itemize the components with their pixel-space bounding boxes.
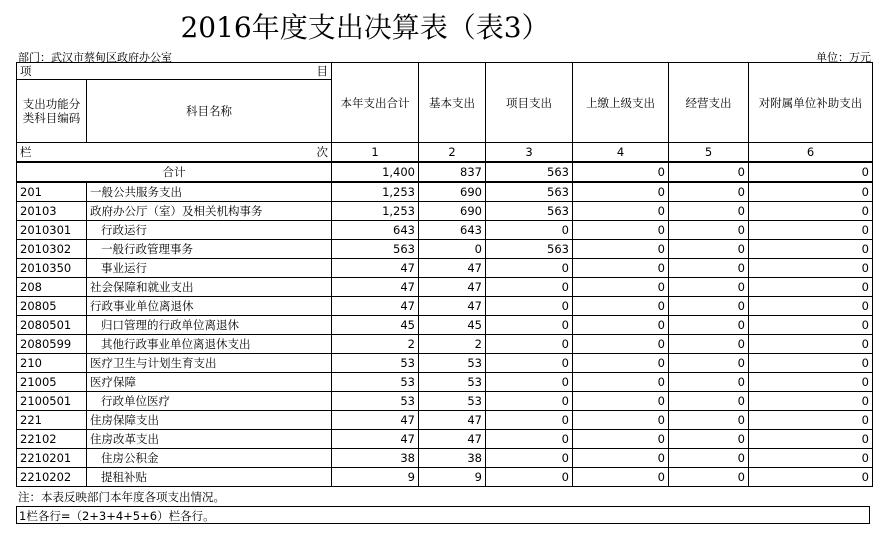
row-value: 47 (332, 297, 419, 316)
row-code: 208 (17, 278, 87, 297)
table-row (17, 430, 873, 449)
department-label: 部门：武汉市蔡甸区政府办公室 (18, 51, 172, 64)
unit-label: 单位：万元 (816, 51, 871, 64)
row-name: 住房改革支出 (87, 430, 332, 449)
row-code: 2210201 (17, 449, 87, 468)
row-value: 0 (573, 297, 669, 316)
row-value: 9 (332, 468, 419, 487)
expenditure-table (16, 62, 873, 487)
table-row (17, 335, 873, 354)
lan-header-cell (17, 143, 332, 163)
row-value: 0 (749, 468, 873, 487)
row-value: 0 (573, 449, 669, 468)
row-name: 医疗卫生与计划生育支出 (87, 354, 332, 373)
col-number: 5 (669, 143, 749, 163)
row-value: 0 (669, 278, 749, 297)
table-row (17, 240, 873, 259)
row-value: 47 (332, 430, 419, 449)
row-value: 53 (332, 354, 419, 373)
row-value: 690 (419, 202, 486, 221)
row-value: 0 (486, 297, 573, 316)
row-value: 563 (486, 240, 573, 259)
row-name: 提租补贴 (87, 468, 332, 487)
row-value: 38 (419, 449, 486, 468)
row-code: 221 (17, 411, 87, 430)
row-value: 47 (419, 411, 486, 430)
row-value: 47 (419, 278, 486, 297)
name-column-header: 科目名称 (87, 80, 332, 143)
row-value: 0 (669, 430, 749, 449)
table-row (17, 449, 873, 468)
col-header-project: 项目支出 (486, 63, 573, 143)
row-name: 一般公共服务支出 (87, 182, 332, 202)
col-number: 2 (419, 143, 486, 163)
row-value: 563 (486, 182, 573, 202)
table-row (17, 468, 873, 487)
row-value: 0 (669, 411, 749, 430)
row-value: 0 (749, 240, 873, 259)
table-row (17, 354, 873, 373)
row-name: 社会保障和就业支出 (87, 278, 332, 297)
row-value: 0 (749, 278, 873, 297)
row-value: 0 (573, 240, 669, 259)
col-number: 3 (486, 143, 573, 163)
row-name: 政府办公厅（室）及相关机构事务 (87, 202, 332, 221)
row-value: 45 (332, 316, 419, 335)
row-value: 0 (749, 182, 873, 202)
row-value: 0 (573, 373, 669, 392)
row-code: 2010301 (17, 221, 87, 240)
row-value: 2 (419, 335, 486, 354)
row-value: 9 (419, 468, 486, 487)
row-code: 201 (17, 182, 87, 202)
table-row (17, 297, 873, 316)
table-note: 注：本表反映部门本年度各项支出情况。 (18, 490, 225, 504)
table-row (17, 259, 873, 278)
row-value: 0 (749, 221, 873, 240)
row-code: 2080501 (17, 316, 87, 335)
row-value: 0 (669, 316, 749, 335)
row-value: 0 (573, 259, 669, 278)
total-value: 563 (486, 162, 573, 182)
lan-right-label: 次 (316, 145, 328, 159)
row-name: 行政单位医疗 (87, 392, 332, 411)
table-row (17, 182, 873, 202)
row-value: 0 (573, 392, 669, 411)
code-column-header: 支出功能分类科目编码 (17, 80, 87, 143)
total-value: 0 (573, 162, 669, 182)
row-value: 1,253 (332, 182, 419, 202)
total-value: 0 (669, 162, 749, 182)
row-value: 0 (573, 430, 669, 449)
row-value: 0 (669, 297, 749, 316)
row-name: 住房保障支出 (87, 411, 332, 430)
row-name: 医疗保障 (87, 373, 332, 392)
lan-left-label: 栏 (20, 145, 32, 159)
row-value: 0 (486, 278, 573, 297)
total-row (17, 162, 873, 182)
total-value: 1,400 (332, 162, 419, 182)
row-value: 0 (486, 468, 573, 487)
row-value: 0 (669, 202, 749, 221)
col-header-business: 经营支出 (669, 63, 749, 143)
row-value: 53 (332, 392, 419, 411)
row-value: 0 (669, 182, 749, 202)
row-value: 690 (419, 182, 486, 202)
row-value: 0 (573, 468, 669, 487)
row-name: 其他行政事业单位离退休支出 (87, 335, 332, 354)
item-left-label: 项 (20, 64, 32, 78)
col-number: 6 (749, 143, 873, 163)
row-value: 0 (749, 430, 873, 449)
row-value: 47 (419, 297, 486, 316)
row-name: 归口管理的行政单位离退休 (87, 316, 332, 335)
row-value: 0 (749, 202, 873, 221)
row-code: 2080599 (17, 335, 87, 354)
row-value: 0 (486, 373, 573, 392)
row-value: 0 (669, 373, 749, 392)
row-value: 643 (419, 221, 486, 240)
row-value: 53 (419, 373, 486, 392)
row-value: 38 (332, 449, 419, 468)
row-value: 0 (573, 354, 669, 373)
col-header-remit: 上缴上级支出 (573, 63, 669, 143)
table-row (17, 221, 873, 240)
page-title: 2016年度支出决算表（表3） (180, 11, 550, 44)
row-value: 0 (486, 411, 573, 430)
row-value: 47 (332, 259, 419, 278)
row-value: 45 (419, 316, 486, 335)
row-value: 47 (332, 278, 419, 297)
row-value: 47 (419, 430, 486, 449)
row-value: 0 (749, 411, 873, 430)
row-value: 0 (486, 335, 573, 354)
row-value: 0 (669, 259, 749, 278)
row-code: 2010302 (17, 240, 87, 259)
row-code: 210 (17, 354, 87, 373)
row-value: 0 (749, 449, 873, 468)
row-value: 0 (573, 221, 669, 240)
row-value: 0 (573, 202, 669, 221)
row-value: 53 (419, 392, 486, 411)
row-code: 21005 (17, 373, 87, 392)
row-value: 0 (573, 182, 669, 202)
row-value: 0 (573, 316, 669, 335)
row-name: 行政事业单位离退休 (87, 297, 332, 316)
row-value: 0 (573, 335, 669, 354)
row-value: 0 (749, 392, 873, 411)
row-value: 0 (486, 354, 573, 373)
total-value: 837 (419, 162, 486, 182)
total-label: 合计 (17, 162, 332, 182)
row-value: 0 (749, 297, 873, 316)
row-value: 0 (749, 316, 873, 335)
row-value: 0 (573, 411, 669, 430)
row-value: 2 (332, 335, 419, 354)
row-value: 0 (486, 430, 573, 449)
row-value: 563 (332, 240, 419, 259)
row-code: 20103 (17, 202, 87, 221)
row-code: 2100501 (17, 392, 87, 411)
row-code: 22102 (17, 430, 87, 449)
row-value: 0 (669, 468, 749, 487)
row-value: 0 (486, 392, 573, 411)
row-value: 47 (332, 411, 419, 430)
row-value: 0 (486, 316, 573, 335)
row-value: 0 (669, 392, 749, 411)
table-row (17, 316, 873, 335)
row-value: 0 (486, 221, 573, 240)
col-number: 4 (573, 143, 669, 163)
row-value: 0 (573, 278, 669, 297)
row-value: 643 (332, 221, 419, 240)
row-value: 0 (749, 259, 873, 278)
item-right-label: 目 (316, 64, 328, 78)
col-header-total: 本年支出合计 (332, 63, 419, 143)
item-header-cell (17, 63, 332, 80)
row-name: 事业运行 (87, 259, 332, 278)
row-value: 1,253 (332, 202, 419, 221)
row-value: 0 (749, 354, 873, 373)
row-value: 0 (669, 240, 749, 259)
row-value: 0 (669, 221, 749, 240)
row-value: 53 (419, 354, 486, 373)
table-row (17, 278, 873, 297)
row-code: 2010350 (17, 259, 87, 278)
formula-note: 1栏各行=（2+3+4+5+6）栏各行。 (16, 506, 870, 524)
table-row (17, 392, 873, 411)
row-value: 0 (669, 449, 749, 468)
row-name: 行政运行 (87, 221, 332, 240)
table-row (17, 411, 873, 430)
row-value: 47 (419, 259, 486, 278)
row-value: 0 (749, 373, 873, 392)
col-header-basic: 基本支出 (419, 63, 486, 143)
row-code: 20805 (17, 297, 87, 316)
row-value: 0 (669, 354, 749, 373)
table-row (17, 373, 873, 392)
col-header-subsidy: 对附属单位补助支出 (749, 63, 873, 143)
row-value: 0 (486, 449, 573, 468)
row-code: 2210202 (17, 468, 87, 487)
row-value: 0 (749, 335, 873, 354)
row-name: 住房公积金 (87, 449, 332, 468)
row-name: 一般行政管理事务 (87, 240, 332, 259)
row-value: 0 (669, 335, 749, 354)
row-value: 0 (419, 240, 486, 259)
table-row (17, 202, 873, 221)
row-value: 53 (332, 373, 419, 392)
row-value: 563 (486, 202, 573, 221)
col-number: 1 (332, 143, 419, 163)
row-value: 0 (486, 259, 573, 278)
total-value: 0 (749, 162, 873, 182)
